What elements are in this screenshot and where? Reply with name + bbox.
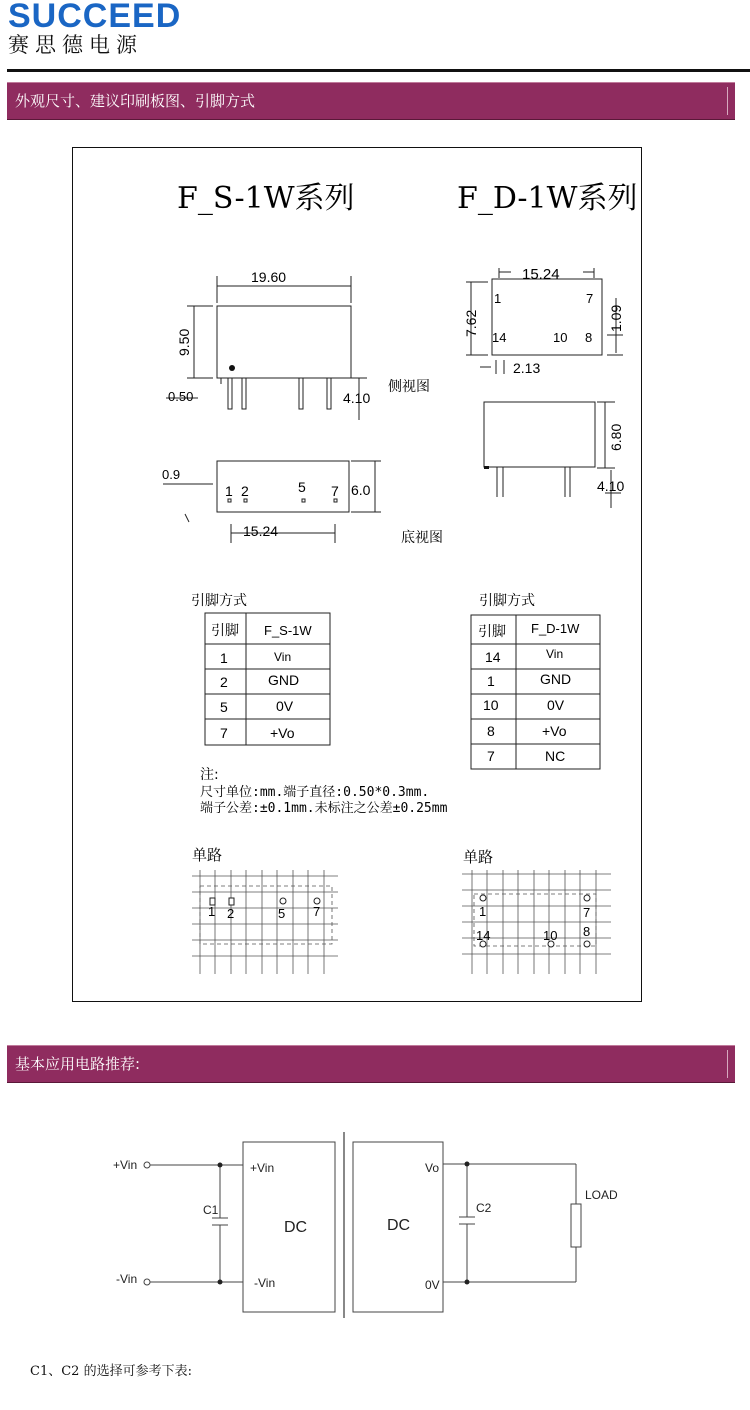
circuit-pin-vin-minus: -Vin — [254, 1276, 276, 1290]
dim-d-height: 6.80 — [608, 423, 624, 451]
s-bottom-body — [217, 461, 349, 512]
dim-s-pinlen: 4.10 — [343, 390, 371, 406]
footer-note: C1、C2 的选择可参考下表: — [30, 1364, 192, 1379]
dim-s-length: 19.60 — [251, 269, 287, 285]
circuit-pin-vin-plus: +Vin — [250, 1161, 275, 1175]
label-side-view: 侧视图 — [388, 379, 430, 395]
title-fd: F_D-1W系列 — [457, 181, 638, 216]
application-circuit — [0, 1120, 750, 1330]
circuit-dc-right: DC — [387, 1217, 411, 1234]
d-pin-10: 10 — [553, 330, 568, 345]
section-title-dimensions: 外观尺寸、建议印刷板图、引脚方式 — [15, 92, 256, 110]
table-cell: 0V — [547, 697, 565, 713]
pinout-d-col-model: F_D-1W — [531, 621, 580, 636]
pcb-pin-label: 7 — [583, 905, 591, 920]
table-cell: 7 — [220, 725, 228, 741]
brand-logo-cn: 赛思德电源 — [8, 33, 143, 57]
pcb-d-label: 单路 — [463, 848, 494, 866]
d-pin-7: 7 — [586, 291, 594, 306]
pinout-d-heading: 引脚方式 — [479, 593, 535, 609]
table-cell: 7 — [487, 748, 495, 764]
pinout-s-col-model: F_S-1W — [264, 623, 312, 638]
pinout-s-heading: 引脚方式 — [191, 593, 247, 609]
s-pin-5: 5 — [298, 479, 306, 495]
circuit-c2: C2 — [476, 1201, 492, 1215]
d-side-body — [484, 402, 595, 467]
pcb-pin-label: 2 — [227, 906, 235, 921]
circuit-vo: Vo — [425, 1161, 440, 1175]
pinout-s-col-pin: 引脚 — [211, 623, 239, 639]
dim-s-width: 6.0 — [351, 482, 371, 498]
s-side-body — [217, 306, 351, 378]
table-cell: 14 — [485, 649, 501, 665]
dim-d-pitch: 2.13 — [513, 360, 541, 376]
table-cell: Vin — [546, 647, 564, 661]
pinout-s-rows — [220, 650, 299, 741]
table-cell: Vin — [274, 650, 292, 664]
dim-d-length: 15.24 — [522, 266, 560, 283]
brand-logo-en: SUCCEED — [8, 0, 182, 35]
notes-line-1: 尺寸单位:mm.端子直径:0.50*0.3mm. — [200, 785, 430, 800]
circuit-c1: C1 — [203, 1203, 219, 1217]
pcb-pin-label: 7 — [313, 904, 321, 919]
pcb-pin-label: 5 — [278, 906, 286, 921]
d-pin-14: 14 — [492, 330, 507, 345]
notes-line-2: 端子公差:±0.1mm.未标注之公差±0.25mm — [200, 801, 448, 816]
table-cell: 8 — [487, 723, 495, 739]
drawing-frame — [72, 147, 642, 1002]
pcb-s-pins — [208, 904, 320, 921]
header-rule — [7, 69, 750, 72]
dim-s-pitch: 0.9 — [162, 467, 181, 482]
pinout-d-col-pin: 引脚 — [478, 624, 506, 640]
table-cell: +Vo — [270, 725, 295, 741]
dim-s-span: 15.24 — [243, 523, 279, 539]
dim-d-pinlen: 4.10 — [597, 478, 625, 494]
table-cell: NC — [545, 748, 566, 764]
section-title-circuit: 基本应用电路推荐: — [15, 1055, 141, 1073]
s-pin-7: 7 — [331, 483, 339, 499]
d-pin-8: 8 — [585, 330, 593, 345]
table-cell: 10 — [483, 697, 499, 713]
dim-s-height: 9.50 — [176, 328, 192, 356]
circuit-load: LOAD — [585, 1188, 618, 1202]
section-band-circuit — [7, 1045, 735, 1083]
pcb-pin-label: 14 — [476, 928, 491, 943]
pcb-grid-d — [462, 870, 611, 974]
circuit-vin-plus: +Vin — [113, 1158, 138, 1172]
pcb-d-pins — [476, 904, 590, 943]
d-pin-1: 1 — [494, 291, 502, 306]
mechanical-drawing — [73, 148, 641, 1001]
table-cell: 1 — [487, 673, 495, 689]
pcb-grid-s — [192, 870, 338, 974]
dim-s-offset: 0.50 — [168, 389, 194, 404]
dim-d-edge: 1.09 — [608, 304, 624, 332]
pcb-pin-label: 10 — [543, 928, 558, 943]
load-resistor — [571, 1204, 581, 1247]
table-cell: 5 — [220, 699, 228, 715]
table-cell: 0V — [276, 698, 294, 714]
s-pin-1: 1 — [225, 483, 233, 499]
table-cell: 1 — [220, 650, 228, 666]
section-band-dimensions — [7, 82, 735, 120]
table-cell: GND — [268, 672, 300, 688]
table-cell: GND — [540, 671, 572, 687]
pcb-s-label: 单路 — [192, 846, 223, 864]
pcb-pin-label: 1 — [479, 904, 487, 919]
circuit-vin-minus: -Vin — [116, 1272, 138, 1286]
circuit-0v: 0V — [425, 1278, 440, 1292]
circuit-dc-left: DC — [284, 1219, 308, 1236]
s-pin1-mark — [229, 365, 235, 371]
notes-label: 注: — [200, 767, 219, 783]
label-bottom-view: 底视图 — [401, 530, 443, 546]
pcb-pin-label: 8 — [583, 924, 591, 939]
table-cell: 2 — [220, 674, 228, 690]
dim-d-width: 7.62 — [463, 309, 479, 337]
title-fs: F_S-1W系列 — [177, 181, 355, 216]
table-cell: +Vo — [542, 723, 567, 739]
pinout-d-rows — [483, 647, 571, 764]
pcb-pin-label: 1 — [208, 904, 216, 919]
s-pin-2: 2 — [241, 483, 249, 499]
